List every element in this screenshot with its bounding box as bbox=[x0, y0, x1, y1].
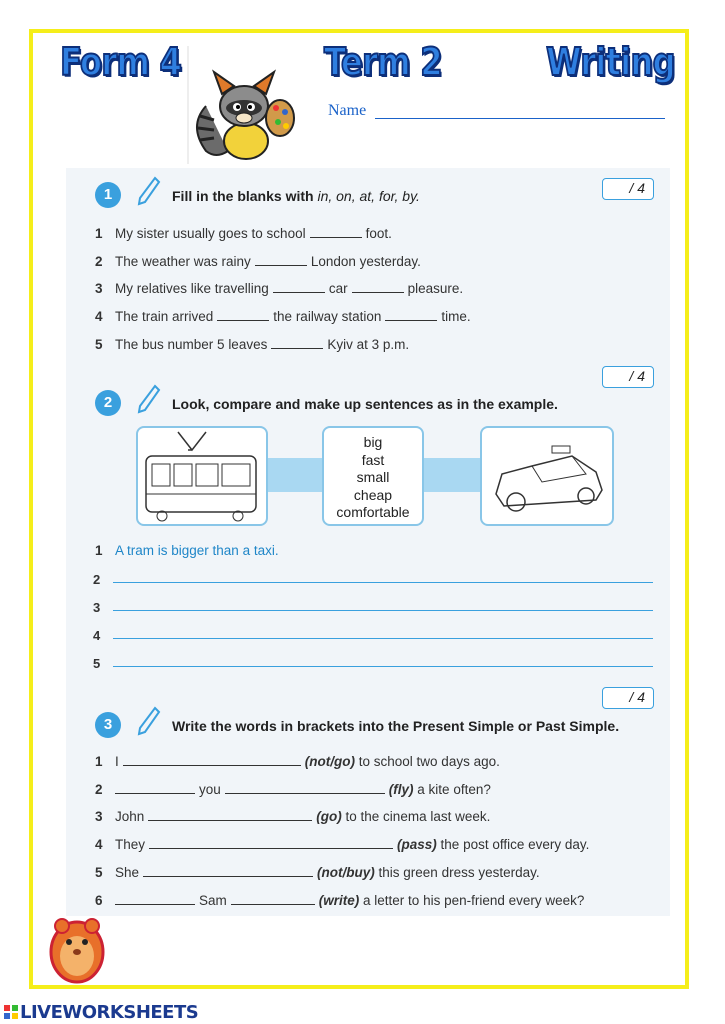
ex1-score-box: / 4 bbox=[602, 178, 654, 200]
ex3-number: 3 bbox=[95, 712, 121, 738]
pencil-icon bbox=[137, 384, 161, 414]
blank-input[interactable] bbox=[148, 808, 312, 821]
blank-input[interactable] bbox=[385, 308, 437, 321]
blank-input[interactable] bbox=[115, 781, 195, 794]
tram-illustration bbox=[138, 428, 266, 524]
blank-input[interactable] bbox=[217, 308, 269, 321]
ex2-instruction: Look, compare and make up sentences as in the example. bbox=[172, 396, 558, 412]
pencil-icon bbox=[137, 706, 161, 736]
blank-input[interactable] bbox=[273, 280, 325, 293]
raccoon-illustration bbox=[186, 46, 302, 164]
adjective: comfortable bbox=[336, 504, 410, 520]
answer-line[interactable] bbox=[113, 582, 653, 583]
subject-title: Writing bbox=[546, 40, 675, 84]
blank-input[interactable] bbox=[225, 781, 385, 794]
ex1-instruction: Fill in the blanks with in, on, at, for, by. bbox=[172, 188, 420, 204]
liveworksheets-logo-icon bbox=[4, 1005, 18, 1019]
blank-input[interactable] bbox=[143, 864, 313, 877]
ex3-item: 3 John (go) to the cinema last week. bbox=[95, 809, 491, 824]
line-number: 4 bbox=[93, 628, 101, 643]
blank-input[interactable] bbox=[255, 253, 307, 266]
ex3-item: 1 I (not/go) to school two days ago. bbox=[95, 754, 500, 769]
blank-input[interactable] bbox=[310, 225, 362, 238]
name-label: Name bbox=[328, 102, 367, 119]
ex1-item: 5 The bus number 5 leaves Kyiv at 3 p.m. bbox=[95, 337, 410, 352]
blank-input[interactable] bbox=[271, 336, 323, 349]
ex3-instruction: Write the words in brackets into the Present Simple or Past Simple. bbox=[172, 718, 620, 734]
ex1-item: 2 The weather was rainy London yesterday. bbox=[95, 254, 421, 269]
name-field[interactable] bbox=[375, 118, 665, 119]
ex1-item: 4 The train arrived the railway station time. bbox=[95, 309, 471, 324]
answer-line[interactable] bbox=[113, 666, 653, 667]
brand-name: LIVEWORKSHEETS bbox=[20, 1002, 199, 1023]
ex3-item: 5 She (not/buy) this green dress yesterday. bbox=[95, 865, 540, 880]
connector-bar bbox=[266, 458, 324, 492]
taxi-illustration bbox=[482, 428, 612, 524]
ex3-item: 2 you (fly) a kite often? bbox=[95, 782, 491, 797]
answer-line[interactable] bbox=[113, 610, 653, 611]
adjective: small bbox=[356, 469, 390, 485]
form-title: Form 4 bbox=[60, 40, 182, 84]
blank-input[interactable] bbox=[115, 892, 195, 905]
ex3-score-box: / 4 bbox=[602, 687, 654, 709]
liveworksheets-footer bbox=[4, 1002, 198, 1023]
ex3-item: 4 They (pass) the post office every day. bbox=[95, 837, 590, 852]
blank-input[interactable] bbox=[231, 892, 315, 905]
term-title: Term 2 bbox=[324, 40, 442, 84]
ex2-number: 2 bbox=[95, 390, 121, 416]
ex2-example: 1 A tram is bigger than a taxi. bbox=[95, 543, 279, 558]
line-number: 3 bbox=[93, 600, 101, 615]
ex1-item: 3 My relatives like travelling car pleasure. bbox=[95, 281, 464, 296]
blank-input[interactable] bbox=[149, 836, 393, 849]
ex1-number: 1 bbox=[95, 182, 121, 208]
blank-input[interactable] bbox=[352, 280, 404, 293]
blank-input[interactable] bbox=[123, 753, 301, 766]
ex3-item: 6 Sam (write) a letter to his pen-friend every week? bbox=[95, 893, 585, 908]
connector-bar bbox=[424, 458, 482, 492]
answer-line[interactable] bbox=[113, 638, 653, 639]
adjective-box bbox=[322, 426, 424, 526]
line-number: 2 bbox=[93, 572, 101, 587]
adjective: big bbox=[363, 434, 383, 450]
ex2-score-box: / 4 bbox=[602, 366, 654, 388]
taxi-picture-box bbox=[480, 426, 614, 526]
adjective: fast bbox=[361, 451, 385, 468]
ex1-item: 1 My sister usually goes to school foot. bbox=[95, 226, 392, 241]
pencil-icon bbox=[137, 176, 161, 206]
adjective: cheap bbox=[353, 486, 393, 503]
hamster-illustration bbox=[46, 912, 108, 986]
tram-picture-box bbox=[136, 426, 268, 526]
line-number: 5 bbox=[93, 656, 101, 671]
